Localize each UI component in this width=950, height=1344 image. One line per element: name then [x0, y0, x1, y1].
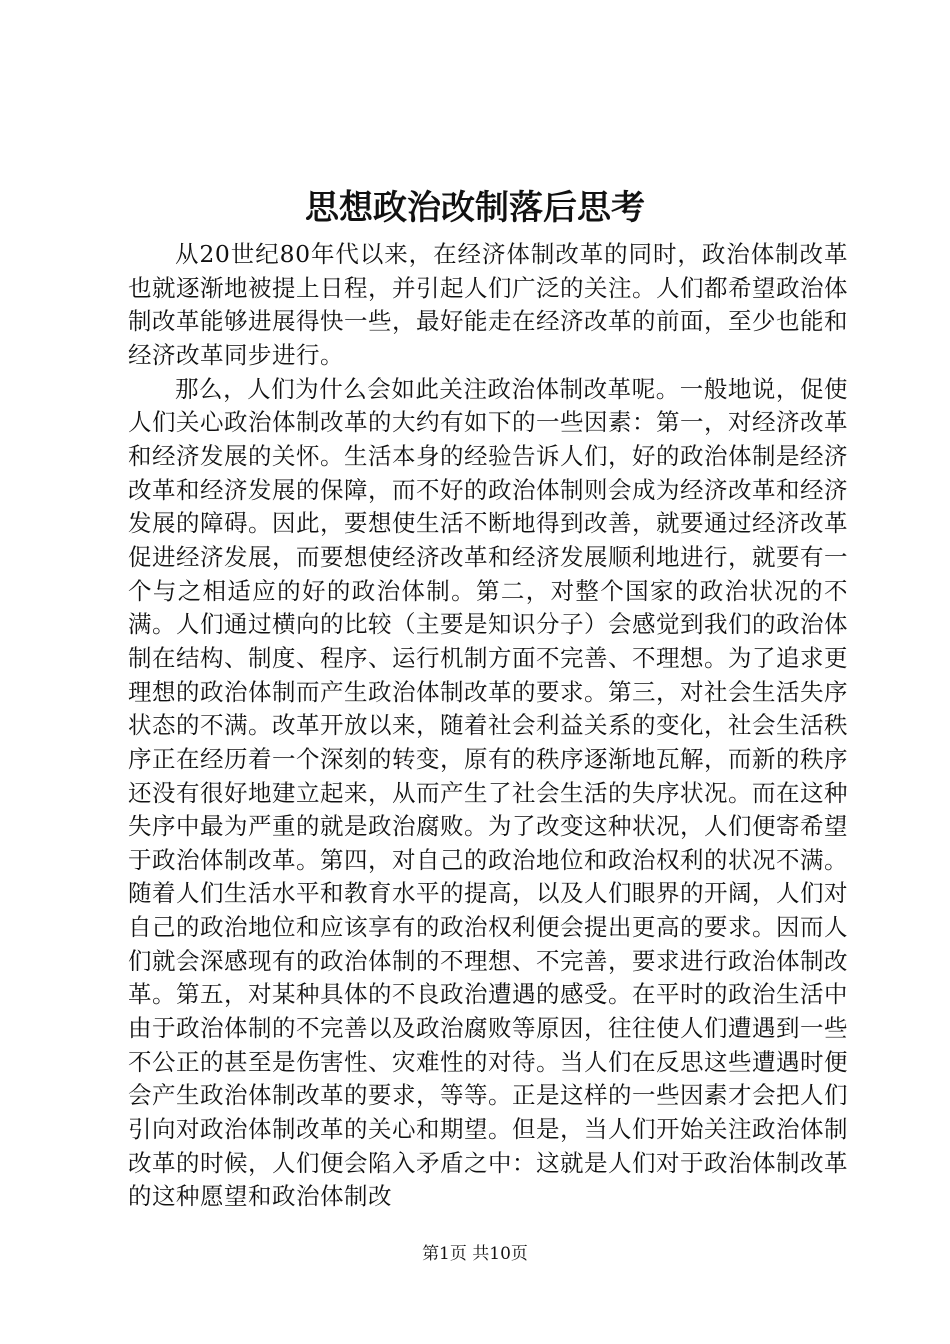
document-title: 思想政治改制落后思考	[305, 188, 645, 228]
paragraph: 从20世纪80年代以来，在经济体制改革的同时，政治体制改革也就逐渐地被提上日程，并引起人们广泛的关注。人们都希望政治体制改革能够进展得快一些，最好能走在经济改革的前面，至少也能和经济改革同步进行。	[128, 240, 848, 369]
page-indicator: 第1页 共10页	[422, 1244, 528, 1264]
document-body	[128, 238, 848, 1214]
paragraph: 那么，人们为什么会如此关注政治体制改革呢。一般地说，促使人们关心政治体制改革的大约有如下的一些因素：第一，对经济改革和经济发展的关怀。生活本身的经验告诉人们，好的政治体制是经济改革和经济发展的保障，而不好的政治体制则会成为经济改革和经济发展的障碍。因此，要想使生活不断地得到改善，就要通过经济改革促进经济发展，而要想使经济改革和经济发展顺利地进行，就要有一个与之相适应的好的政治体制。第二，对整个国家的政治状况的不满。人们通过横向的比较（主要是知识分子）会感觉到我们的政治体制在结构、制度、程序、运行机制方面不完善、不理想。为了追求更理想的政治体制而产生政治体制改革的要求。第三，对社会生活失序状态的不满。改革开放以来，随着社会利益关系的变化，社会生活秩序正在经历着一个深刻的转变，原有的秩序逐渐地瓦解，而新的秩序还没有很好地建立起来，从而产生了社会生活的失序状况。而在这种失序中最为严重的就是政治腐败。为了改变这种状况，人们便寄希望于政治体制改革。第四，对自己的政治地位和政治权利的状况不满。随着人们生活水平和教育水平的提高，以及人们眼界的开阔，人们对自己的政治地位和应该享有的政治权利便会提出更高的要求。因而人们就会深感现有的政治体制的不理想、不完善，要求进行政治体制改革。第五，对某种具体的不良政治遭遇的感受。在平时的政治生活中由于政治体制的不完善以及政治腐败等原因，往往使人们遭遇到一些不公正的甚至是伤害性、灾难性的对待。当人们在反思这些遭遇时便会产生政治体制改革的要求，等等。正是这样的一些因素才会把人们引向对政治体制改革的关心和期望。但是，当人们开始关注政治体制改革的时候，人们便会陷入矛盾之中：这就是人们对于政治体制改革的这种愿望和政治体制改	[128, 374, 848, 1211]
